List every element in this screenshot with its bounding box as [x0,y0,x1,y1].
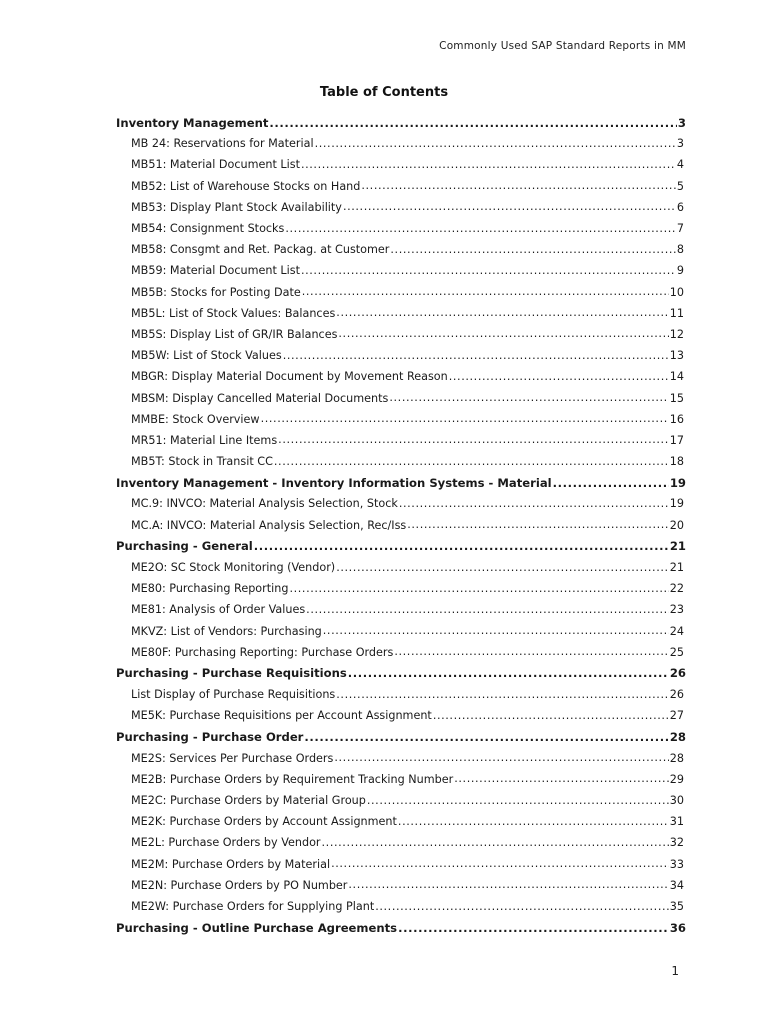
toc-section-entry[interactable] [116,663,686,684]
toc-entry-page: 29 [669,772,684,786]
dot-leader [302,285,669,299]
toc-subentry[interactable] [116,176,686,197]
toc-entry-page: 5 [676,179,684,193]
toc-entry-page: 19 [669,475,686,490]
toc-entry-label: Purchasing - General [116,539,253,554]
running-header: Commonly Used SAP Standard Reports in MM [439,40,686,52]
toc-entry-label: ME2K: Purchase Orders by Account Assignment [131,815,397,829]
dot-leader [348,666,669,680]
toc-subentry[interactable] [116,515,686,536]
dot-leader [407,518,669,532]
toc-entry-label: MB5L: List of Stock Values: Balances [131,306,336,320]
toc-subentry[interactable] [116,451,686,472]
toc-section-entry[interactable] [116,917,686,938]
toc-entry-page: 30 [669,794,684,808]
dot-leader [274,455,669,469]
dot-leader [254,539,669,553]
toc-entry-page: 6 [676,200,684,214]
dot-leader [269,116,677,130]
toc-entry-label: MBGR: Display Material Document by Movement Reason [131,370,448,384]
toc-entry-label: MB5T: Stock in Transit CC [131,455,273,469]
toc-entry-page: 36 [669,920,686,935]
dot-leader [361,179,676,193]
toc-subentry[interactable] [116,790,686,811]
toc-entry-label: MB 24: Reservations for Material [131,137,314,151]
toc-entry-page: 8 [676,243,684,257]
dot-leader [322,836,669,850]
toc-subentry[interactable] [116,239,686,260]
toc-subentry[interactable] [116,578,686,599]
dot-leader [398,921,669,935]
toc-title: Table of Contents [319,85,449,100]
toc-entry-page: 20 [669,518,684,532]
dot-leader [367,794,669,808]
toc-entry-label: ME2L: Purchase Orders by Vendor [131,836,321,850]
toc-entry-label: MB5W: List of Stock Values [131,349,282,363]
dot-leader [261,412,669,426]
dot-leader [283,349,669,363]
toc-subentry[interactable] [116,875,686,896]
dot-leader [306,603,669,617]
toc-entry-page: 25 [669,645,684,659]
toc-entry-page: 35 [669,900,684,914]
toc-subentry[interactable] [116,854,686,875]
toc-section-entry[interactable] [116,726,686,747]
dot-leader [336,306,668,320]
toc-entry-label: ME2C: Purchase Orders by Material Group [131,794,366,808]
toc-entry-label: Inventory Management [116,115,269,130]
toc-entry-label: ME2N: Purchase Orders by PO Number [131,878,348,892]
toc-entry-page: 10 [669,285,684,299]
dot-leader [399,497,669,511]
toc-subentry[interactable] [116,409,686,430]
toc-subentry[interactable] [116,748,686,769]
toc-subentry[interactable] [116,133,686,154]
dot-leader [334,751,668,765]
toc-entry-page: 26 [669,688,684,702]
dot-leader [553,476,669,490]
toc-entry-page: 14 [669,370,684,384]
toc-entry-label: MR51: Material Line Items [131,433,278,447]
toc-entry-page: 7 [676,222,684,236]
toc-entry-page: 24 [669,624,684,638]
toc-entry-page: 17 [669,433,684,447]
toc-entry-label: MKVZ: List of Vendors: Purchasing [131,624,322,638]
toc-subentry[interactable] [116,303,686,324]
toc-entry-label: MC.A: INVCO: Material Analysis Selection, Rec/Iss [131,518,407,532]
toc-subentry[interactable] [116,324,686,345]
toc-subentry[interactable] [116,769,686,790]
toc-entry-page: 12 [669,327,684,341]
dot-leader [289,582,668,596]
toc-entry-page: 32 [669,836,684,850]
toc-entry-label: Purchasing - Purchase Order [116,730,304,745]
toc-entry-label: MB54: Consignment Stocks [131,222,285,236]
toc-entry-label: ME2W: Purchase Orders for Supplying Plant [131,900,375,914]
toc-entry-page: 27 [669,709,684,723]
toc-subentry[interactable] [116,345,686,366]
toc-section-entry[interactable] [116,472,686,493]
toc-subentry[interactable] [116,832,686,853]
dot-leader [336,688,668,702]
dot-leader [278,433,669,447]
dot-leader [323,624,669,638]
toc-entry-label: MC.9: INVCO: Material Analysis Selection, Stock [131,497,398,511]
dot-leader [394,645,668,659]
toc-entry-page: 16 [669,412,684,426]
toc-entry-label: ME2S: Services Per Purchase Orders [131,751,334,765]
toc-entry-page: 23 [669,603,684,617]
toc-entry-page: 22 [669,582,684,596]
toc-entry-page: 15 [669,391,684,405]
toc-subentry[interactable] [116,621,686,642]
toc-entry-page: 21 [669,539,686,554]
toc-subentry[interactable] [116,896,686,917]
toc-subentry[interactable] [116,387,686,408]
toc-subentry[interactable] [116,557,686,578]
toc-section-entry[interactable] [116,536,686,557]
toc-entry-page: 33 [669,857,684,871]
toc-entry-label: Purchasing - Purchase Requisitions [116,666,347,681]
dot-leader [336,561,669,575]
toc-subentry[interactable] [116,154,686,175]
toc-subentry[interactable] [116,705,686,726]
toc-subentry[interactable] [116,684,686,705]
dot-leader [389,391,668,405]
toc-entry-label: List Display of Purchase Requisitions [131,688,336,702]
toc-subentry[interactable] [116,493,686,514]
toc-entry-label: ME2M: Purchase Orders by Material [131,857,331,871]
table-of-contents [116,112,686,938]
page-number: 1 [671,964,679,978]
dot-leader [390,243,675,257]
toc-subentry[interactable] [116,197,686,218]
toc-entry-label: MMBE: Stock Overview [131,412,260,426]
dot-leader [331,857,669,871]
toc-entry-label: MB59: Material Document List [131,264,300,278]
toc-entry-label: ME80: Purchasing Reporting [131,582,289,596]
toc-entry-page: 21 [669,561,684,575]
toc-entry-label: ME80F: Purchasing Reporting: Purchase Orders [131,645,394,659]
toc-entry-page: 4 [676,158,684,172]
dot-leader [449,370,669,384]
toc-entry-label: MB51: Material Document List [131,158,300,172]
toc-entry-label: ME81: Analysis of Order Values [131,603,306,617]
toc-entry-page: 3 [676,137,684,151]
dot-leader [348,878,668,892]
toc-entry-page: 34 [669,878,684,892]
toc-entry-label: MB58: Consgmt and Ret. Packag. at Customer [131,243,390,257]
dot-leader [301,158,676,172]
toc-entry-label: ME5K: Purchase Requisitions per Account Assignment [131,709,432,723]
toc-subentry[interactable] [116,430,686,451]
toc-subentry[interactable] [116,366,686,387]
dot-leader [338,327,668,341]
toc-subentry[interactable] [116,811,686,832]
dot-leader [285,222,676,236]
toc-section-entry[interactable] [116,112,686,133]
toc-subentry[interactable] [116,599,686,620]
toc-subentry[interactable] [116,642,686,663]
toc-entry-label: Inventory Management - Inventory Information Systems - Material [116,475,552,490]
dot-leader [343,200,676,214]
toc-entry-page: 19 [669,497,684,511]
dot-leader [304,730,668,744]
toc-entry-label: MBSM: Display Cancelled Material Documents [131,391,389,405]
toc-entry-page: 31 [669,815,684,829]
dot-leader [433,709,669,723]
toc-entry-page: 9 [676,264,684,278]
toc-entry-label: Purchasing - Outline Purchase Agreements [116,920,398,935]
toc-entry-page: 28 [669,751,684,765]
toc-entry-label: MB5S: Display List of GR/IR Balances [131,327,338,341]
toc-entry-page: 3 [677,115,686,130]
toc-entry-label: ME2O: SC Stock Monitoring (Vendor) [131,561,336,575]
toc-entry-label: MB53: Display Plant Stock Availability [131,200,342,214]
dot-leader [398,815,669,829]
toc-entry-page: 28 [669,730,686,745]
toc-entry-label: ME2B: Purchase Orders by Requirement Tracking Number [131,772,454,786]
toc-entry-page: 26 [669,666,686,681]
toc-entry-label: MB52: List of Warehouse Stocks on Hand [131,179,361,193]
toc-subentry[interactable] [116,282,686,303]
toc-entry-label: MB5B: Stocks for Posting Date [131,285,301,299]
dot-leader [454,772,669,786]
toc-entry-page: 18 [669,455,684,469]
toc-entry-page: 11 [669,306,684,320]
toc-entry-page: 13 [669,349,684,363]
toc-subentry[interactable] [116,260,686,281]
toc-subentry[interactable] [116,218,686,239]
dot-leader [315,137,676,151]
dot-leader [301,264,676,278]
dot-leader [375,900,669,914]
